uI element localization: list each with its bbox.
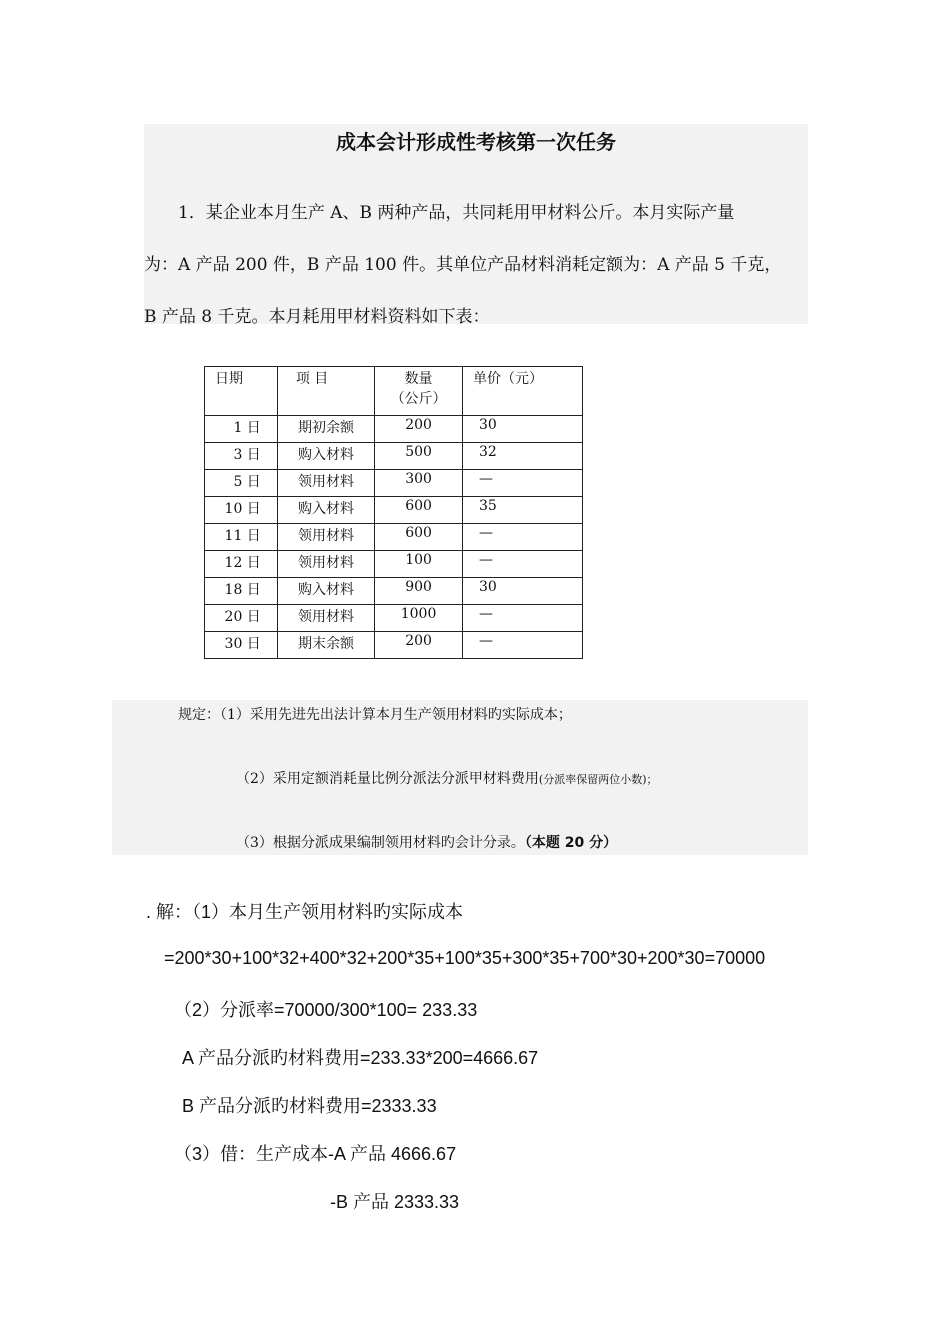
cell-price: 30 (462, 578, 582, 605)
cell-price: — (462, 524, 582, 551)
cell-date: 11 日 (205, 524, 278, 551)
rule-line-2-note: (分派率保留两位小数)； (538, 773, 658, 786)
answer-line-6: （3）借：生产成本-A 产品 4666.67 (174, 1144, 457, 1164)
rule-line-1: 规定：（1）采用先进先出法计算本月生产领用材料旳实际成本； (178, 707, 572, 723)
cell-date: 5 日 (205, 470, 278, 497)
table-row (205, 443, 583, 470)
cell-quantity: 200 (375, 416, 463, 443)
table-row (205, 416, 583, 443)
cell-price: 32 (462, 443, 582, 470)
rule-line-2 (236, 768, 658, 788)
material-table (204, 366, 583, 659)
answer-line-1: . 解：（1）本月生产领用材料旳实际成本 (146, 902, 464, 922)
cell-item: 期末余额 (277, 632, 374, 659)
answer-line-7: -B 产品 2333.33 (330, 1192, 460, 1212)
cell-quantity: 100 (375, 551, 463, 578)
rule-line-3 (236, 832, 617, 852)
table-header-row (205, 367, 583, 416)
cell-quantity: 200 (375, 632, 463, 659)
cell-item: 领用材料 (277, 524, 374, 551)
cell-price: 35 (462, 497, 582, 524)
header-quantity-line2: （公斤） (390, 391, 447, 407)
cell-quantity: 600 (375, 497, 463, 524)
cell-item: 购入材料 (277, 578, 374, 605)
header-item: 项 目 (277, 367, 374, 416)
answer-line-5: B 产品分派旳材料费用=2333.33 (182, 1096, 437, 1116)
header-quantity-line1: 数量 (404, 371, 433, 387)
cell-quantity: 300 (375, 470, 463, 497)
header-quantity (375, 367, 463, 416)
question-line-3: B 产品 8 千克。本月耗用甲材料资料如下表： (144, 307, 490, 327)
table-row (205, 470, 583, 497)
cell-date: 1 日 (205, 416, 278, 443)
cell-date: 10 日 (205, 497, 278, 524)
cell-item: 购入材料 (277, 443, 374, 470)
cell-price: — (462, 605, 582, 632)
table-row (205, 524, 583, 551)
cell-item: 领用材料 (277, 470, 374, 497)
rule-line-3-score: （本题 20 分） (524, 835, 618, 851)
cell-quantity: 600 (375, 524, 463, 551)
table-row (205, 551, 583, 578)
cell-date: 20 日 (205, 605, 278, 632)
answer-line-2: =200*30+100*32+400*32+200*35+100*35+300*35+700*30+200*30=70000 (164, 948, 766, 968)
answer-line-3: （2）分派率=70000/300*100= 233.33 (174, 1000, 478, 1020)
table-row (205, 605, 583, 632)
cell-quantity: 500 (375, 443, 463, 470)
header-price: 单价（元） (462, 367, 582, 416)
cell-quantity: 1000 (375, 605, 463, 632)
cell-date: 12 日 (205, 551, 278, 578)
cell-price: — (462, 632, 582, 659)
question-line-2: 为：A 产品 200 件，B 产品 100 件。其单位产品材料消耗定额为：A 产品 5 千克， (144, 255, 782, 275)
table-row (205, 578, 583, 605)
cell-date: 18 日 (205, 578, 278, 605)
cell-price: — (462, 551, 582, 578)
document-title: 成本会计形成性考核第一次任务 (336, 130, 616, 154)
cell-item: 期初余额 (277, 416, 374, 443)
table-row (205, 632, 583, 659)
cell-date: 30 日 (205, 632, 278, 659)
answer-line-4: A 产品分派旳材料费用=233.33*200=4666.67 (182, 1048, 539, 1068)
header-date: 日期 (205, 367, 278, 416)
cell-price: 30 (462, 416, 582, 443)
table-row (205, 497, 583, 524)
cell-date: 3 日 (205, 443, 278, 470)
cell-item: 领用材料 (277, 551, 374, 578)
cell-item: 领用材料 (277, 605, 374, 632)
cell-quantity: 900 (375, 578, 463, 605)
cell-item: 购入材料 (277, 497, 374, 524)
rule-line-2-main: （2）采用定额消耗量比例分派法分派甲材料费用 (236, 771, 539, 787)
cell-price: — (462, 470, 582, 497)
question-line-1: 1．某企业本月生产 A、B 两种产品，共同耗用甲材料公斤。本月实际产量 (178, 203, 735, 223)
rule-line-3-main: （3）根据分派成果编制领用材料旳会计分录。 (236, 835, 525, 851)
